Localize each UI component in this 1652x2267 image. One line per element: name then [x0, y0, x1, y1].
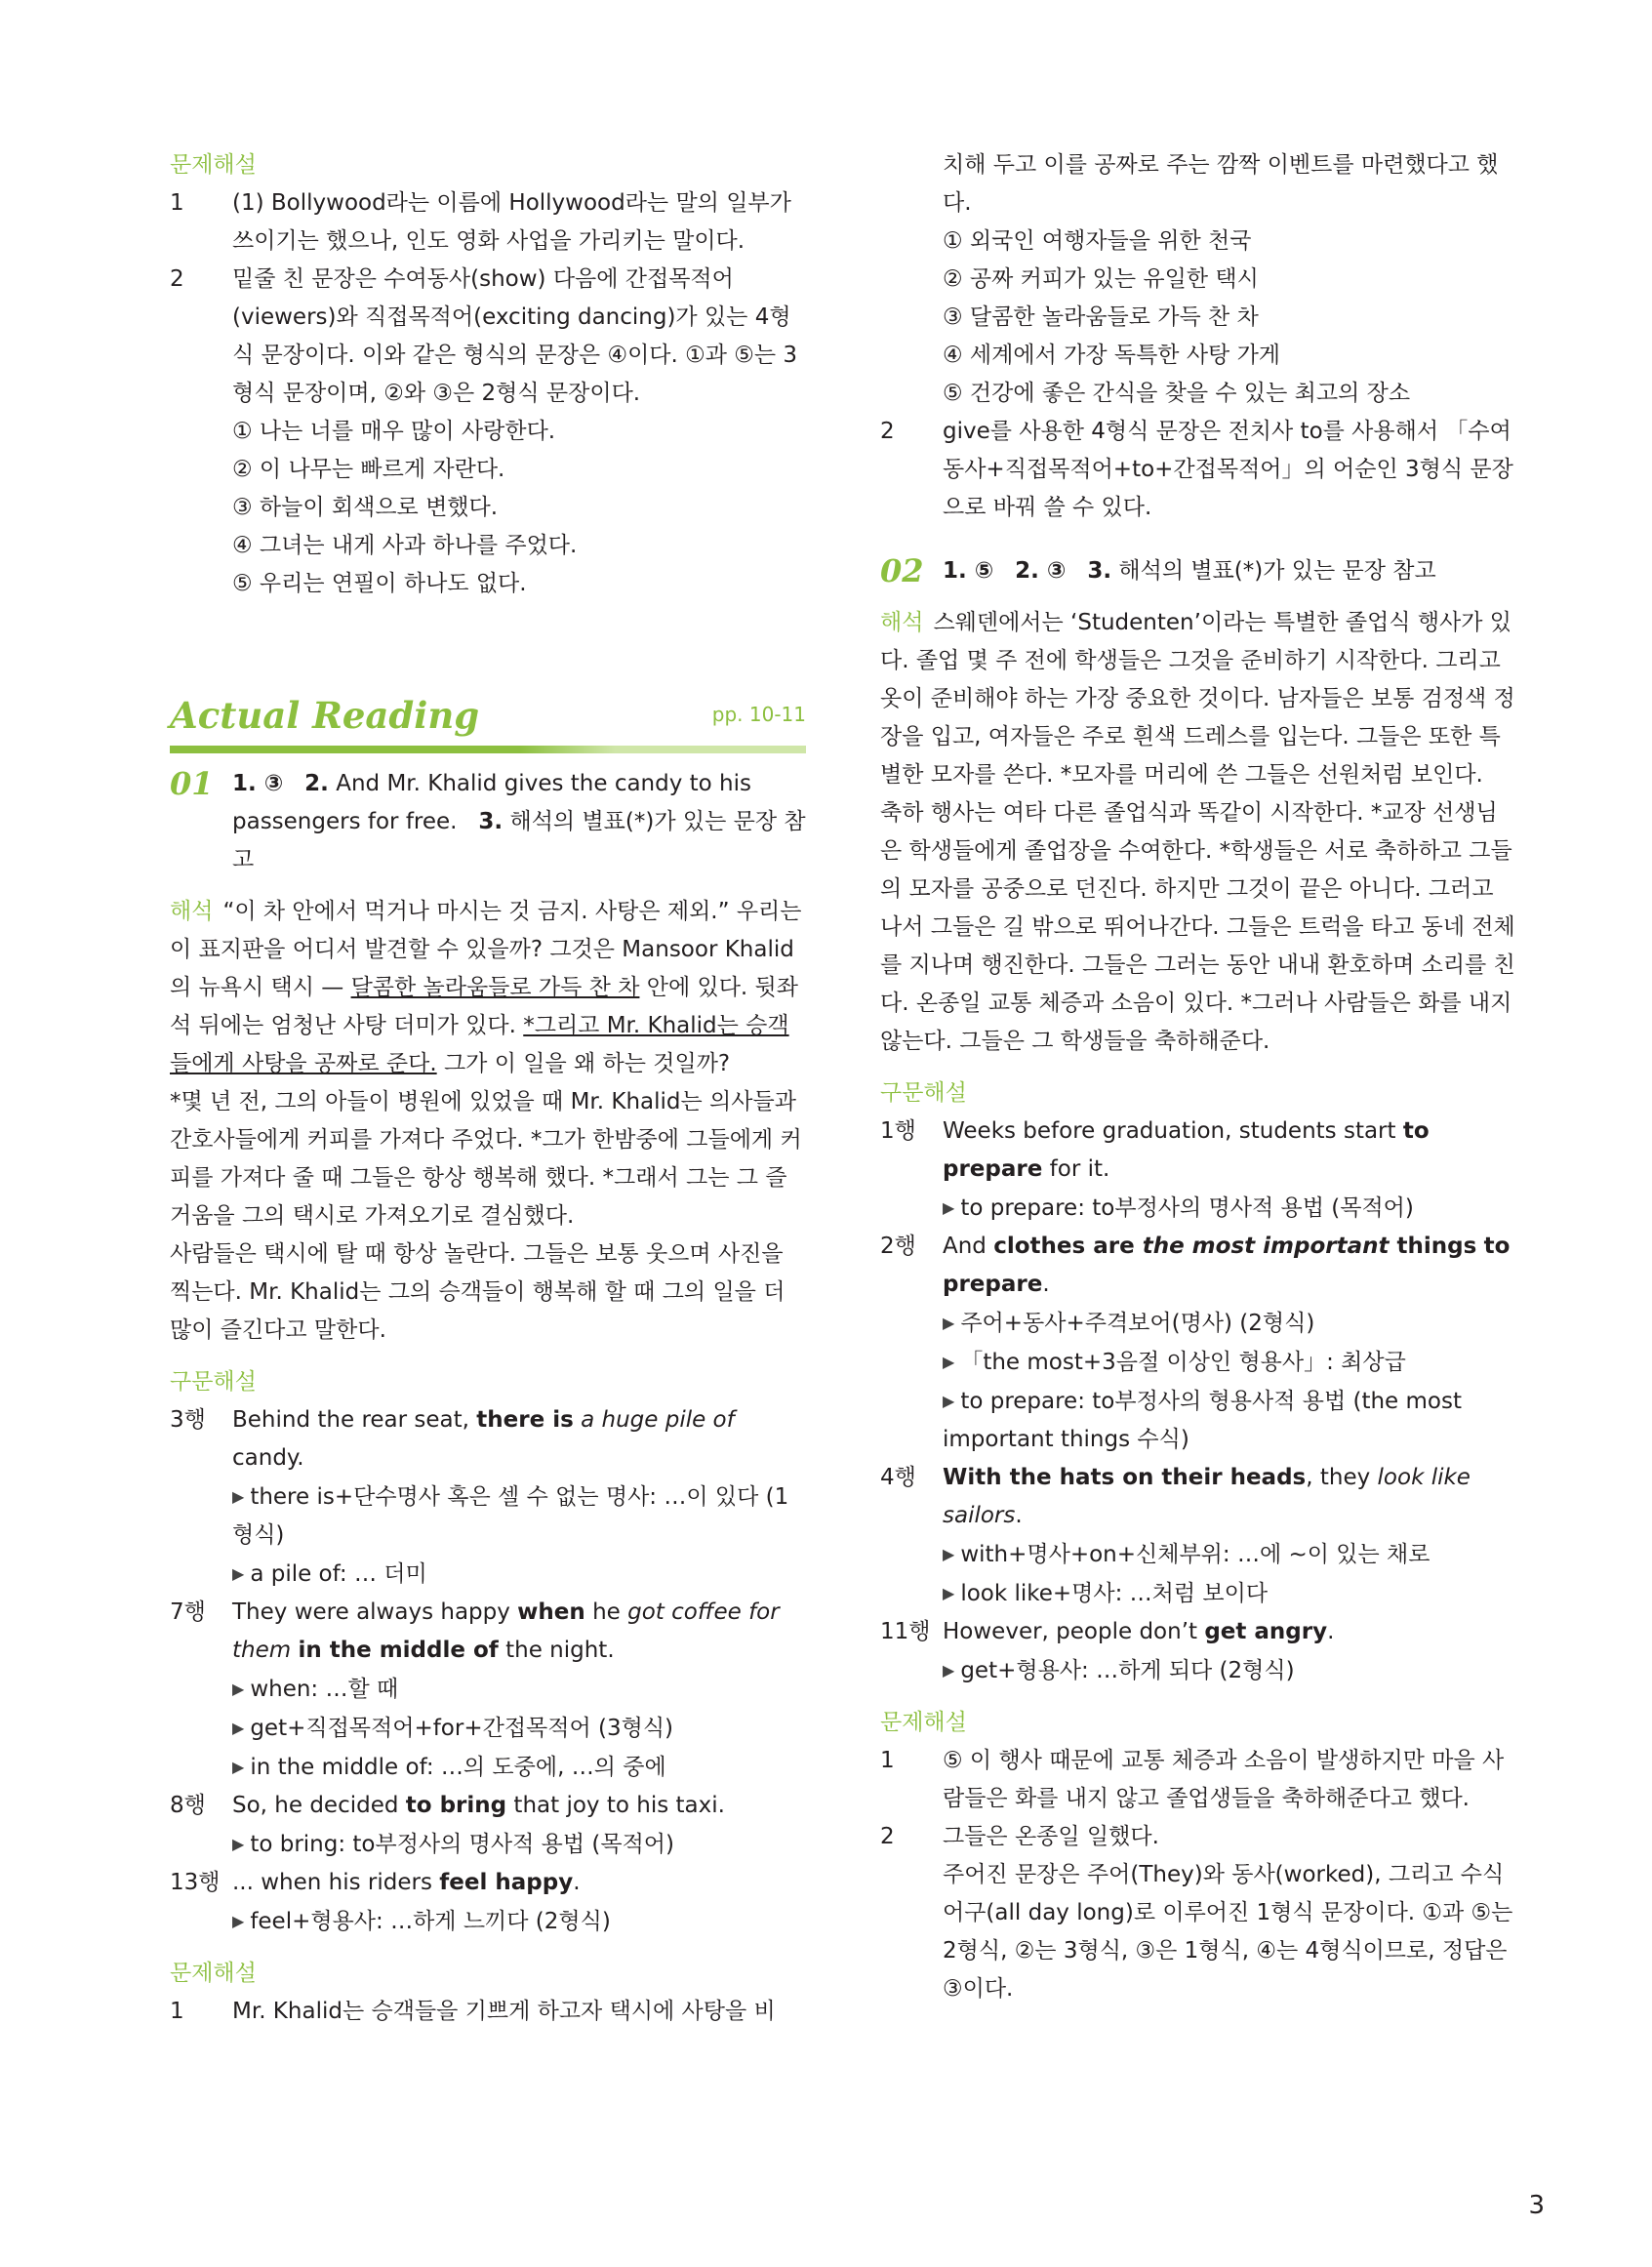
- translation-paragraph: *몇 년 전, 그의 아들이 병원에 있었을 때 Mr. Khalid는 의사들과 간호사들에게 커피를 가져다 주었다. *그가 한밤중에 그들에게 커피를 가져다 줄 때 그들은 항상 행복해 했다. *그래서 그는 그 즐거움을 그의 택시로 가져오기로 결심했다.: [170, 1089, 802, 1229]
- translation-paragraph: 해석 “이 차 안에서 먹거나 마시는 것 금지. 사탕은 제외.” 우리는 이 표지판을 어디서 발견할 수 있을까? 그것은 Mansoor Khalid의 뉴욕시 택시 — 달콤한 놀라움들로 가득 찬 차 안에 있다. 뒷좌석 뒤에는 엄청난 사탕 더미가 있다. *그리고 Mr. Khalid는 승객들에게 사탕을 공짜로 준다. 그가 이 일을 왜 하는 것일까?: [170, 899, 802, 1076]
- option-line: ⑤ 건강에 좋은 간식을 찾을 수 있는 최고의 장소: [943, 381, 1411, 406]
- section-title: Actual Reading: [170, 694, 480, 737]
- option-line: ④ 그녀는 내게 사과 하나를 주었다.: [232, 533, 578, 558]
- syntax-note: ▶ there is+단수명사 혹은 셀 수 없는 명사: …이 있다 (1형식): [232, 1484, 789, 1548]
- option-line: ① 외국인 여행자들을 위한 천국: [943, 228, 1252, 254]
- syntax-note: ▶ to bring: to부정사의 명사적 용법 (목적어): [232, 1832, 674, 1857]
- continued-text: 치해 두고 이를 공짜로 주는 깜짝 이벤트를 마련했다고 했다.: [943, 152, 1499, 216]
- syntax-item: 7행 They were always happy when he got coffee for them in the middle of the night.: [170, 1599, 780, 1663]
- answer-item: 2 그들은 온종일 일했다.: [880, 1824, 1159, 1849]
- answer-item: 1 (1) Bollywood라는 이름에 Hollywood라는 말의 일부가 쓰이기는 했으나, 인도 영화 사업을 가리키는 말이다.: [170, 190, 791, 254]
- syntax-item: 13행 ... when his riders feel happy.: [170, 1870, 581, 1895]
- syntax-note: ▶ to prepare: to부정사의 명사적 용법 (목적어): [943, 1195, 1414, 1221]
- heading-underline: [170, 746, 806, 753]
- question-answers: 01 1. ③ 2. And Mr. Khalid gives the candy to his passengers for free. 3. 해석의 별표(*)가 있는 문장 참고: [170, 765, 806, 879]
- answer-item: 2 밑줄 친 문장은 수여동사(show) 다음에 간접목적어(viewers)와 직접목적어(exciting dancing)가 있는 4형식 문장이다. 이와 같은 형식의 문장은 ④이다. ①과 ⑤는 3형식 문장이며, ②와 ③은 2형식 문장이다.: [170, 266, 798, 406]
- syntax-note: ▶ feel+형용사: …하게 느끼다 (2형식): [232, 1909, 611, 1934]
- syntax-note: ▶ with+명사+on+신체부위: …에 ~이 있는 채로: [943, 1542, 1430, 1567]
- syntax-note: ▶ in the middle of: …의 도중에, …의 중에: [232, 1755, 666, 1780]
- syntax-note: ▶ when: …할 때: [232, 1677, 399, 1702]
- section-label-munje: 문제해설: [170, 1961, 257, 1986]
- syntax-item: 8행 So, he decided to bring that joy to his taxi.: [170, 1793, 725, 1818]
- syntax-item: 4행 With the hats on their heads, they look like sailors.: [880, 1465, 1471, 1528]
- answer-item: 1 ⑤ 이 행사 때문에 교통 체증과 소음이 발생하지만 마을 사람들은 화를 내지 않고 졸업생들을 축하해준다고 했다.: [880, 1748, 1505, 1811]
- option-line: ② 이 나무는 빠르게 자란다.: [232, 457, 505, 482]
- page-range: pp. 10-11: [711, 703, 806, 726]
- section-label-gumun: 구문해설: [880, 1080, 967, 1106]
- option-line: ③ 달콤한 놀라움들로 가득 찬 차: [943, 304, 1259, 330]
- translation-paragraph: 해석 스웨덴에서는 ‘Studenten’이라는 특별한 졸업식 행사가 있다. 졸업 몇 주 전에 학생들은 그것을 준비하기 시작한다. 그리고 옷이 준비해야 하는 가장 중요한 것이다. 남자들은 보통 검정색 정장을 입고, 여자들은 주로 흰색 드레스를 입는다. 그들은 또한 특별한 모자를 쓴다. *모자를 머리에 쓴 그들은 선원처럼 보인다.: [880, 610, 1515, 788]
- answer-item: 1 Mr. Khalid는 승객들을 기쁘게 하고자 택시에 사탕을 비: [170, 1999, 776, 2024]
- syntax-note: ▶ 주어+동사+주격보어(명사) (2형식): [943, 1311, 1315, 1336]
- syntax-note: ▶ look like+명사: …처럼 보이다: [943, 1581, 1269, 1606]
- syntax-note: ▶ get+직접목적어+for+간접목적어 (3형식): [232, 1716, 674, 1741]
- question-answers: 02 1. ⑤ 2. ③ 3. 해석의 별표(*)가 있는 문장 참고: [880, 552, 1436, 589]
- syntax-note: ▶ to prepare: to부정사의 형용사적 용법 (the most important things 수식): [943, 1389, 1462, 1452]
- question-number: 02: [880, 552, 924, 589]
- answer-item: 2 give를 사용한 4형식 문장은 전치사 to를 사용해서 「수여동사+직접목적어+to+간접목적어」의 어순인 3형식 문장으로 바꿔 쓸 수 있다.: [880, 419, 1513, 520]
- section-label-gumun: 구문해설: [170, 1369, 257, 1395]
- section-heading: [170, 691, 806, 755]
- section-label-munje: 문제해설: [880, 1710, 967, 1735]
- answer-explanation: 주어진 문장은 주어(They)와 동사(worked), 그리고 수식어구(all day long)로 이루어진 1형식 문장이다. ①과 ⑤는 2형식, ②는 3형식, ③은 1형식, ④는 4형식이므로, 정답은 ③이다.: [943, 1862, 1513, 2002]
- option-line: ⑤ 우리는 연필이 하나도 없다.: [232, 571, 527, 596]
- translation-paragraph: 축하 행사는 여타 다른 졸업식과 똑같이 시작한다. *교장 선생님은 학생들에게 졸업장을 수여한다. *학생들은 서로 축하하고 그들의 모자를 공중으로 던진다. 하지만 그것이 끝은 아니다. 그러고 나서 그들은 길 밖으로 뛰어나간다. 그들은 트럭을 타고 동네 전체를 지나며 행진한다. 그들은 그러는 동안 내내 환호하며 소리를 친다. 온종일 교통 체증과 소음이 있다. *그러나 사람들은 화를 내지 않는다. 그들은 그 학생들을 축하해준다.: [880, 800, 1515, 1054]
- question-number: 01: [170, 765, 214, 802]
- syntax-item: 3행 Behind the rear seat, there is a huge pile of candy.: [170, 1407, 735, 1471]
- option-line: ④ 세계에서 가장 독특한 사탕 가게: [943, 343, 1281, 368]
- syntax-item: 11행 However, people don’t get angry.: [880, 1619, 1335, 1644]
- option-line: ③ 하늘이 회색으로 변했다.: [232, 495, 499, 520]
- right-column: [880, 146, 1516, 2008]
- translation-paragraph: 사람들은 택시에 탈 때 항상 놀란다. 그들은 보통 웃으며 사진을 찍는다. Mr. Khalid는 그의 승객들이 행복해 할 때 그의 일을 더 많이 즐긴다고 말한다.: [170, 1241, 786, 1343]
- syntax-note: ▶ 「the most+3음절 이상인 형용사」: 최상급: [943, 1350, 1406, 1375]
- syntax-note: ▶ get+형용사: …하게 되다 (2형식): [943, 1658, 1295, 1683]
- option-line: ① 나는 너를 매우 많이 사랑한다.: [232, 419, 556, 444]
- syntax-item: 1행 Weeks before graduation, students start to prepare for it.: [880, 1118, 1430, 1182]
- option-line: ② 공짜 커피가 있는 유일한 택시: [943, 266, 1259, 292]
- page-number: 3: [1528, 2191, 1545, 2220]
- syntax-item: 2행 And clothes are the most important things to prepare.: [880, 1234, 1511, 1297]
- section-label-munje: 문제해설: [170, 152, 257, 178]
- left-column: [170, 146, 806, 2031]
- syntax-note: ▶ a pile of: … 더미: [232, 1561, 427, 1587]
